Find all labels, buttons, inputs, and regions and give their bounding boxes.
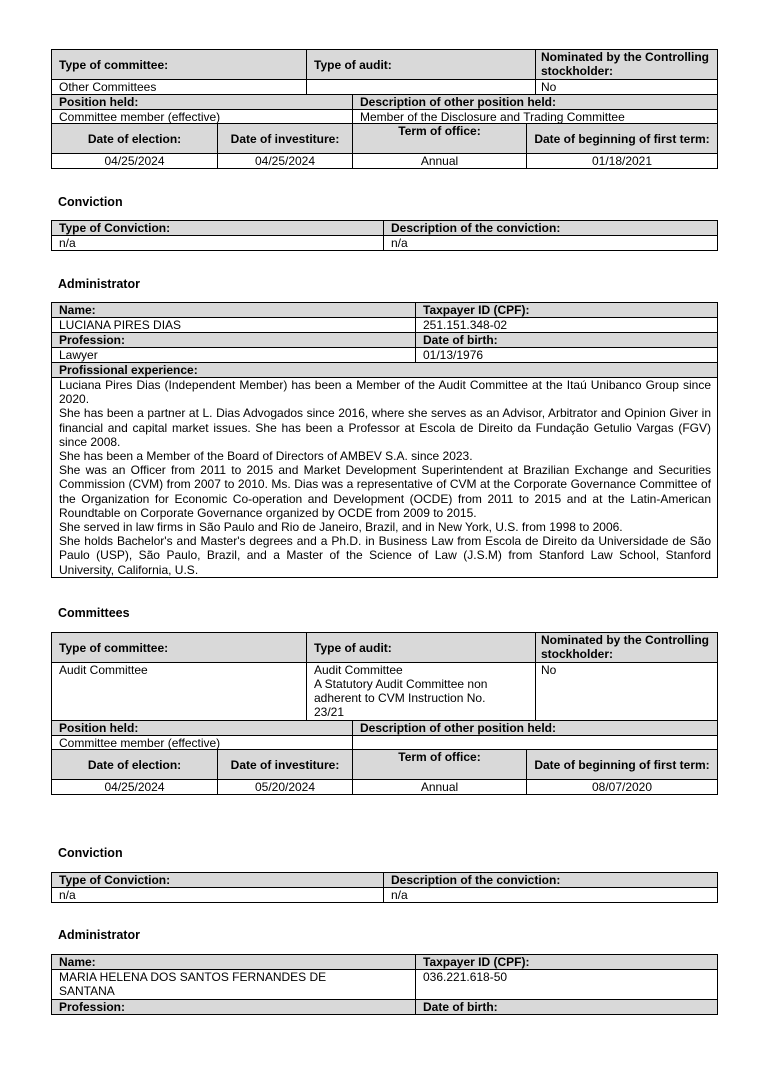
date-first-term-value: 08/07/2020 bbox=[527, 780, 718, 795]
nominated-label: Nominated by the Controlling stockholder: bbox=[536, 633, 718, 663]
name-label: Name: bbox=[52, 955, 416, 970]
date-of-birth-value: 01/13/1976 bbox=[416, 348, 718, 363]
date-first-term-value: 01/18/2021 bbox=[527, 154, 718, 169]
administrator-heading-1: Administrator bbox=[58, 277, 140, 291]
administrator-table-1 bbox=[51, 302, 718, 578]
description-other-position-label: Description of other position held: bbox=[353, 95, 718, 110]
profession-label: Profession: bbox=[52, 333, 416, 348]
committee-table-2 bbox=[51, 632, 718, 751]
nominated-label: Nominated by the Controlling stockholder: bbox=[536, 50, 718, 80]
name-value: LUCIANA PIRES DIAS bbox=[52, 318, 416, 333]
description-other-position-label: Description of other position held: bbox=[353, 721, 718, 736]
type-of-conviction-label: Type of Conviction: bbox=[52, 221, 384, 236]
date-of-investiture-value: 04/25/2024 bbox=[218, 154, 353, 169]
date-of-investiture-label: Date of investiture: bbox=[218, 750, 353, 780]
type-of-audit-label: Type of audit: bbox=[307, 633, 536, 663]
position-held-value: Committee member (effective) bbox=[52, 110, 353, 125]
type-of-audit-value bbox=[307, 80, 536, 95]
term-of-office-value: Annual bbox=[353, 154, 527, 169]
type-of-committee-label: Type of committee: bbox=[52, 50, 307, 80]
date-of-election-value: 04/25/2024 bbox=[52, 780, 218, 795]
experience-paragraph: She has been a Member of the Board of Directors of AMBEV S.A. since 2023. bbox=[59, 449, 473, 464]
experience-paragraph: She holds Bachelor's and Master's degrees and a Ph.D. in Business Law from Escola de Direito da Universidade de São Paulo (USP), São Paulo, Brazil, and a Master of the Science of Law (J.S.M) from Stanford Law School, Stanford University, California, U.S. bbox=[59, 534, 711, 577]
description-conviction-label: Description of the conviction: bbox=[384, 221, 718, 236]
cpf-value: 036.221.618-50 bbox=[416, 970, 718, 1000]
type-of-conviction-label: Type of Conviction: bbox=[52, 873, 384, 888]
type-of-committee-value: Audit Committee bbox=[52, 663, 307, 721]
conviction-heading-1: Conviction bbox=[58, 195, 123, 209]
description-other-position-value: Member of the Disclosure and Trading Committee bbox=[353, 110, 718, 125]
nominated-value: No bbox=[536, 663, 718, 721]
type-of-committee-value: Other Committees bbox=[52, 80, 307, 95]
date-of-election-label: Date of election: bbox=[52, 124, 218, 154]
professional-experience-label: Profissional experience: bbox=[52, 363, 718, 378]
experience-paragraph: She served in law firms in São Paulo and Rio de Janeiro, Brazil, and in New York, U.S. from 1998 to 2006. bbox=[59, 520, 623, 535]
experience-paragraph: She has been a partner at L. Dias Advogados since 2016, where she serves as an Advisor, Arbitrator and Opinion Giver in financial and capital market issues. She has been a Professor at Escola de Direito da Fundação Getulio Vargas (FGV) since 2008. bbox=[59, 406, 711, 449]
date-of-investiture-label: Date of investiture: bbox=[218, 124, 353, 154]
description-conviction-value: n/a bbox=[384, 236, 718, 251]
position-held-label: Position held: bbox=[52, 721, 353, 736]
experience-paragraph: She was an Officer from 2011 to 2015 and Market Development Superintendent at Brazilian Exchange and Securities Commission (CVM) from 2007 to 2010. Ms. Dias was a representative of CVM at the Corporate Governance Committee of the Organization for Economic Co-operation and Development (OCDE) from 2011 to 2015 and at the Latin-American Roundtable on Corporate Governance organized by OCDE from 2009 to 2015. bbox=[59, 463, 711, 520]
date-of-election-label: Date of election: bbox=[52, 750, 218, 780]
type-of-audit-value: Audit Committee A Statutory Audit Committee non adherent to CVM Instruction No. 23/21 bbox=[307, 663, 536, 721]
cpf-label: Taxpayer ID (CPF): bbox=[416, 303, 718, 318]
professional-experience-text bbox=[52, 378, 718, 578]
conviction-table-2 bbox=[51, 872, 718, 903]
administrator-table-2 bbox=[51, 954, 718, 1015]
conviction-table-1 bbox=[51, 220, 718, 251]
description-conviction-value: n/a bbox=[384, 888, 718, 903]
date-of-investiture-value: 05/20/2024 bbox=[218, 780, 353, 795]
profession-label: Profession: bbox=[52, 1000, 416, 1015]
name-label: Name: bbox=[52, 303, 416, 318]
type-of-audit-label: Type of audit: bbox=[307, 50, 536, 80]
cpf-value: 251.151.348-02 bbox=[416, 318, 718, 333]
date-of-birth-label: Date of birth: bbox=[416, 333, 718, 348]
nominated-value: No bbox=[536, 80, 718, 95]
term-of-office-label: Term of office: bbox=[353, 750, 527, 780]
committee-dates-table-1 bbox=[51, 123, 718, 169]
cpf-label: Taxpayer ID (CPF): bbox=[416, 955, 718, 970]
date-first-term-label: Date of beginning of first term: bbox=[527, 750, 718, 780]
name-value: MARIA HELENA DOS SANTOS FERNANDES DE SANTANA bbox=[52, 970, 416, 1000]
term-of-office-label: Term of office: bbox=[353, 124, 527, 154]
administrator-heading-2: Administrator bbox=[58, 928, 140, 942]
committee-dates-table-2 bbox=[51, 749, 718, 795]
position-held-label: Position held: bbox=[52, 95, 353, 110]
conviction-heading-2: Conviction bbox=[58, 846, 123, 860]
type-of-conviction-value: n/a bbox=[52, 888, 384, 903]
description-conviction-label: Description of the conviction: bbox=[384, 873, 718, 888]
date-of-birth-label: Date of birth: bbox=[416, 1000, 718, 1015]
committee-table-1 bbox=[51, 49, 718, 125]
type-of-committee-label: Type of committee: bbox=[52, 633, 307, 663]
type-of-conviction-value: n/a bbox=[52, 236, 384, 251]
date-of-election-value: 04/25/2024 bbox=[52, 154, 218, 169]
committees-heading: Committees bbox=[58, 606, 130, 620]
experience-paragraph: Luciana Pires Dias (Independent Member) has been a Member of the Audit Committee at the Itaú Unibanco Group since 2020. bbox=[59, 378, 711, 407]
profession-value: Lawyer bbox=[52, 348, 416, 363]
position-held-value: Committee member (effective) bbox=[52, 736, 353, 751]
date-first-term-label: Date of beginning of first term: bbox=[527, 124, 718, 154]
term-of-office-value: Annual bbox=[353, 780, 527, 795]
